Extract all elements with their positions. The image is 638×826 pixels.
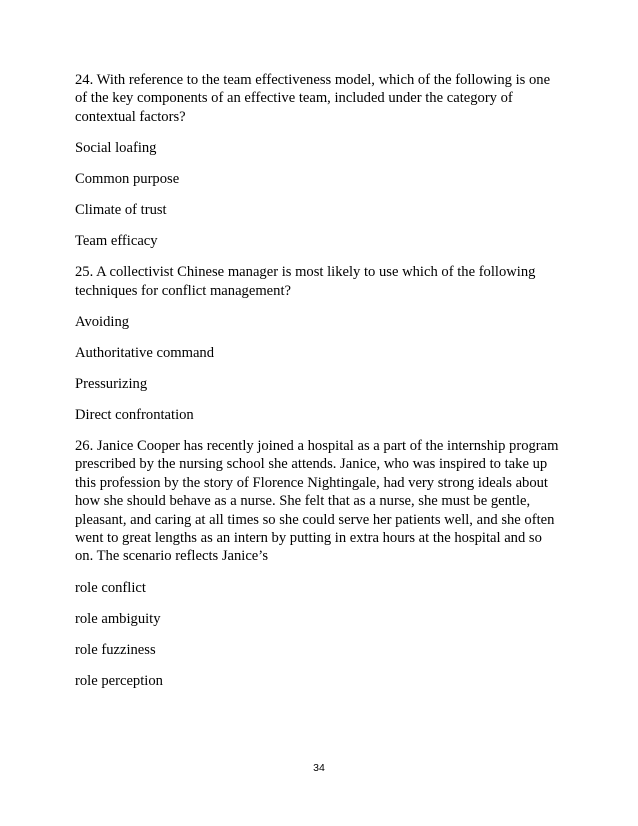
page-number: 34: [313, 762, 325, 774]
question-list: [75, 71, 575, 703]
question-25: [75, 263, 575, 424]
question-26: [75, 437, 575, 690]
question-line: contextual factors?: [75, 108, 186, 125]
question-text: [75, 263, 575, 300]
answer-option: Avoiding: [75, 314, 130, 331]
question-line: 25. A collectivist Chinese manager is most likely to use which of the following: [75, 264, 536, 281]
answer-option: Social loafing: [75, 140, 157, 157]
answer-option: Climate of trust: [75, 202, 167, 219]
answer-option: role conflict: [75, 579, 146, 596]
answer-option: Direct confrontation: [75, 407, 194, 424]
question-24: [75, 71, 575, 251]
question-line: this profession by the story of Florence Nightingale, had very strong ideals about: [75, 474, 548, 491]
answer-option: Common purpose: [75, 171, 180, 188]
answer-option: role perception: [75, 672, 163, 689]
answer-option: Authoritative command: [75, 345, 215, 362]
question-line: on. The scenario reflects Janice’s: [75, 548, 269, 565]
question-line: prescribed by the nursing school she attends. Janice, who was inspired to take up: [75, 456, 548, 473]
question-line: pleasant, and caring at all times so she could serve her patients well, and she often: [75, 511, 555, 528]
question-line: how she should behave as a nurse. She felt that as a nurse, she must be gentle,: [75, 493, 531, 510]
question-line: techniques for conflict management?: [75, 282, 291, 299]
answer-option: role ambiguity: [75, 610, 161, 627]
question-line: went to great lengths as an intern by putting in extra hours at the hospital and so: [75, 530, 542, 547]
question-line: 26. Janice Cooper has recently joined a hospital as a part of the internship program: [75, 438, 559, 455]
question-text: [75, 71, 575, 126]
answer-option: role fuzziness: [75, 641, 156, 658]
question-text: [75, 437, 575, 566]
answer-option: Team efficacy: [75, 233, 158, 250]
answer-option: Pressurizing: [75, 376, 148, 393]
question-line: 24. With reference to the team effectiveness model, which of the following is one: [75, 72, 551, 88]
question-line: of the key components of an effective team, included under the category of: [75, 90, 513, 107]
